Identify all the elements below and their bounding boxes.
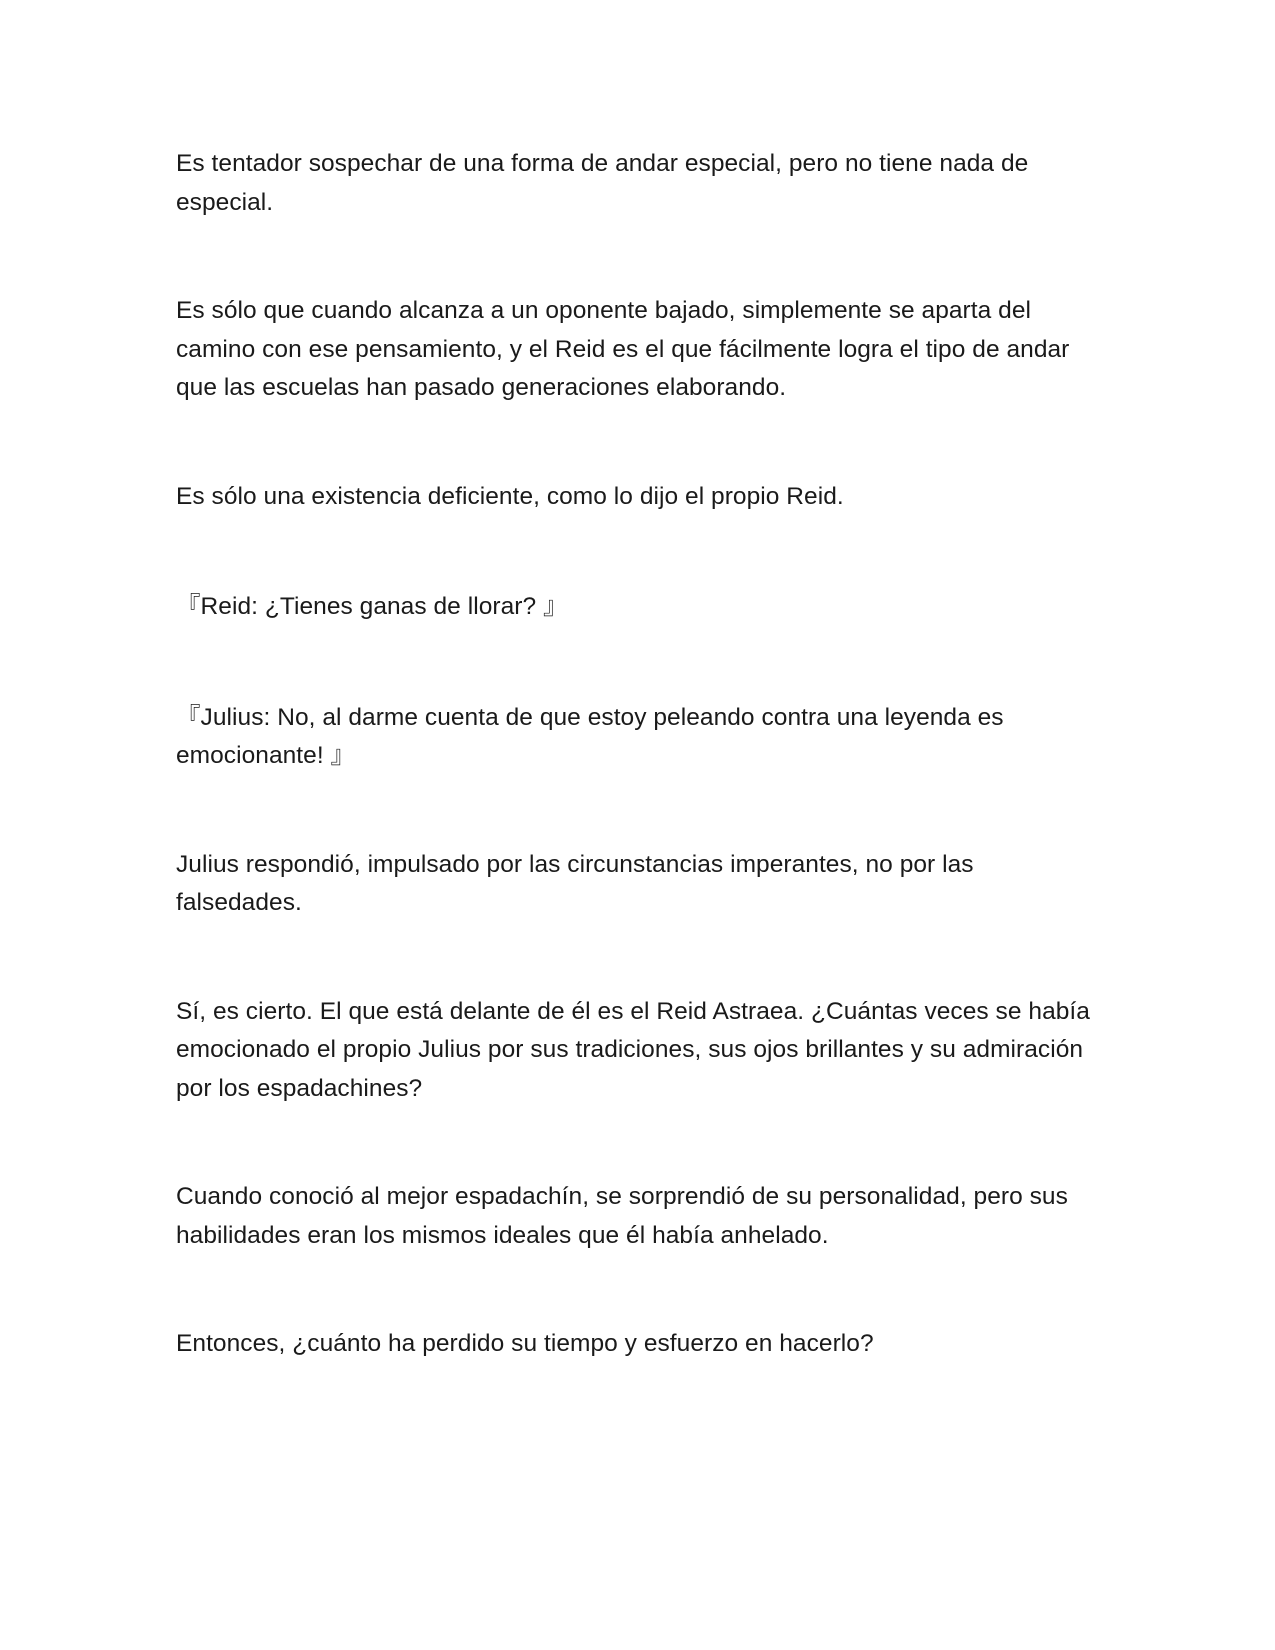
dialogue-reid: 『Reid: ¿Tienes ganas de llorar? 』 — [176, 593, 568, 620]
paragraph-9: Entonces, ¿cuánto ha perdido su tiempo y esfuerzo en hacerlo? — [176, 1330, 874, 1357]
paragraph-1: Es tentador sospechar de una forma de andar especial, pero no tiene nada de especial. — [176, 150, 1029, 216]
paragraph-6: Julius respondió, impulsado por las circunstancias imperantes, no por las falsedades. — [176, 850, 974, 916]
paragraph-2: Es sólo que cuando alcanza a un oponente bajado, simplemente se aparta del camino con ese pensamiento, y el Reid es el que fácilmente logra el tipo de andar que las escuelas han pasado generaciones elaborando. — [176, 297, 1070, 401]
dialogue-julius: 『Julius: No, al darme cuenta de que estoy peleando contra una leyenda es emocionante! 』 — [176, 703, 1004, 769]
document-body — [176, 145, 1106, 1364]
paragraph-8: Cuando conoció al mejor espadachín, se sorprendió de su personalidad, pero sus habilidades eran los mismos ideales que él había anhelado. — [176, 1183, 1068, 1249]
paragraph-7: Sí, es cierto. El que está delante de él es el Reid Astraea. ¿Cuántas veces se había emocionado el propio Julius por sus tradiciones, sus ojos brillantes y su admiración por los espadachines? — [176, 997, 1090, 1102]
paragraph-3: Es sólo una existencia deficiente, como lo dijo el propio Reid. — [176, 482, 844, 510]
